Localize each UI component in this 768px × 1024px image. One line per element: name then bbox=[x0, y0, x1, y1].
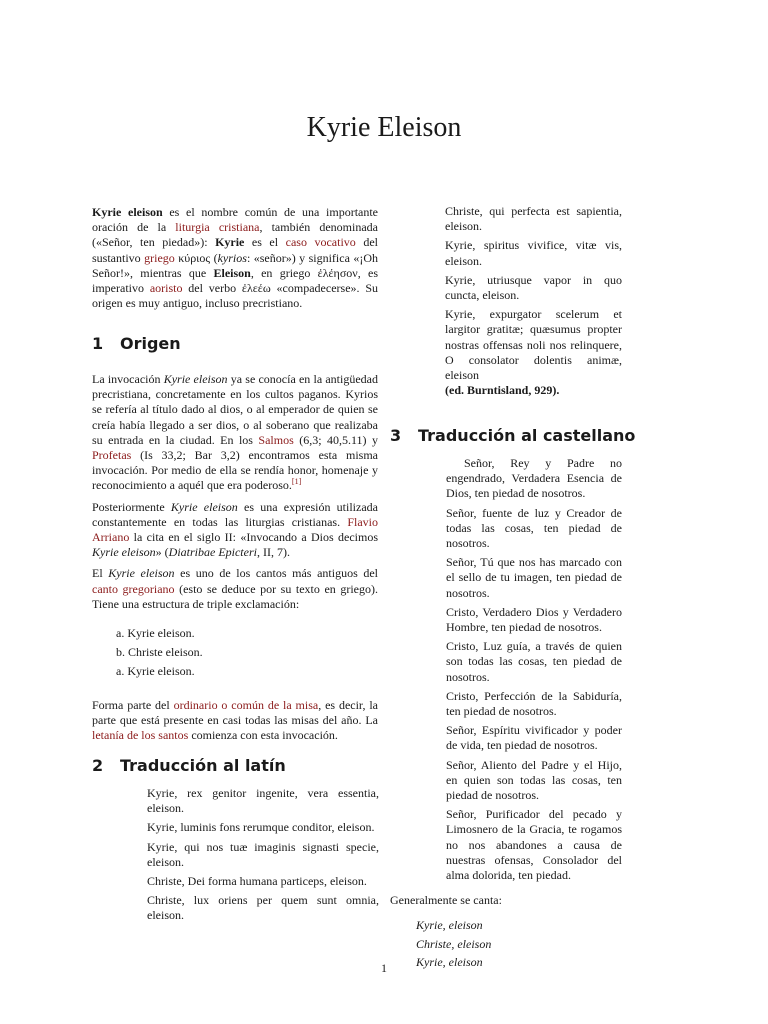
link-flavio-arriano[interactable]: Flavio Arriano bbox=[92, 514, 378, 545]
section-title: Traducción al castellano bbox=[418, 426, 636, 445]
link-canto-gregoriano[interactable]: canto gregoriano bbox=[92, 581, 175, 596]
page-title: Kyrie Eleison bbox=[306, 112, 462, 143]
text: , II, 7). bbox=[256, 545, 290, 560]
verse-line: Christe, qui perfecta est sapientia, eleison. bbox=[445, 204, 622, 234]
text: ya se conocía en la antigüedad precristiana, concretamente en los cultos paganos. Kyrios se refería al título dado al dios, o al emperador de quien se creía había llegado a ser dios, o al soberano que realizaba su entrada en la ciudad. En los bbox=[92, 372, 378, 447]
verse-line: Cristo, Luz guía, a través de quien son todas las cosas, ten piedad de nosotros. bbox=[446, 639, 622, 684]
text: es el nombre común de una importante oración de la bbox=[92, 205, 379, 235]
verse-line: Señor, fuente de luz y Creador de todas las cosas, ten piedad de nosotros. bbox=[446, 505, 622, 551]
verse-line: Cristo, Verdadero Dios y Verdadero Hombre, ten piedad de nosotros. bbox=[446, 604, 622, 635]
verse-line: Christe, lux oriens per quem sunt omnia, eleison. bbox=[147, 893, 379, 923]
verse-line: Señor, Espíritu vivificador y poder de vida, ten piedad de nosotros. bbox=[446, 723, 622, 753]
text: (Is 33,2; Bar 3,2) encontramos esta misma invocación. Por medio de ella se rendía honor, homenaje y reconocimiento a aquél que era poderoso. bbox=[92, 448, 378, 493]
section-heading-origen bbox=[92, 334, 181, 353]
text: : «señor») y significa «¡Oh Señor!», mientras que bbox=[92, 250, 379, 280]
term: Kyrie eleison bbox=[163, 372, 228, 386]
verse-line: Kyrie, luminis fons rerumque conditor, eleison. bbox=[147, 820, 375, 835]
link-letania-santos[interactable]: letanía de los santos bbox=[92, 728, 189, 743]
page-number: 1 bbox=[381, 961, 387, 975]
chant-line: Kyrie, eleison bbox=[416, 954, 483, 969]
list-item: a. Kyrie eleison. bbox=[116, 626, 195, 641]
text: (esto se deduce por su texto en griego). Tiene una estructura de triple exclamación: bbox=[92, 581, 378, 611]
link-profetas[interactable]: Profetas bbox=[92, 448, 132, 463]
paragraph bbox=[92, 372, 378, 494]
verse-line: Cristo, Perfección de la Sabiduría, ten piedad de nosotros. bbox=[446, 688, 622, 719]
verse-line: Kyrie, qui nos tuæ imaginis signasti specie, eleison. bbox=[147, 839, 379, 869]
text: , también denominada («Señor, ten piedad»): bbox=[92, 220, 378, 250]
castellano-verses bbox=[390, 456, 622, 970]
list-item: a. Kyrie eleison. bbox=[116, 664, 195, 679]
link-liturgia-cristiana[interactable]: liturgia cristiana bbox=[175, 220, 260, 235]
chant-line: Kyrie, eleison bbox=[416, 918, 483, 933]
verse-line: Kyrie, utriusque vapor in quo cuncta, eleison. bbox=[445, 272, 622, 303]
verse-line: Kyrie, expurgator scelerum et largitor gratitæ; quæsumus propter nostras offensas noli nos relinquere, O consolator dolentis animæ, eleison bbox=[445, 307, 622, 383]
text: κύριος ( bbox=[174, 250, 218, 265]
paragraph bbox=[92, 566, 378, 612]
link-salmos[interactable]: Salmos bbox=[258, 432, 294, 447]
text: » ( bbox=[155, 545, 169, 560]
text: (6,3; 40,5.11) y bbox=[293, 432, 378, 447]
latin-verses-right bbox=[390, 204, 622, 402]
text: del sustantivo bbox=[92, 235, 378, 265]
verse-source: (ed. Burntisland, 929). bbox=[445, 383, 560, 398]
term: Kyrie eleison bbox=[108, 566, 175, 581]
chant-line: Christe, eleison bbox=[416, 936, 492, 951]
section-heading-castellano bbox=[390, 426, 635, 445]
section-number: 1 bbox=[92, 334, 104, 353]
list-item: b. Christe eleison. bbox=[116, 645, 203, 660]
verse-line: Señor, Tú que nos has marcado con el sello de tu imagen, ten piedad de nosotros. bbox=[446, 555, 622, 600]
reference-link[interactable]: [1] bbox=[291, 477, 302, 487]
section-title: Origen bbox=[120, 334, 181, 353]
section-heading-latin bbox=[92, 756, 286, 775]
section-number: 3 bbox=[390, 426, 402, 445]
exclamation-list bbox=[92, 626, 378, 680]
verse-line: Señor, Purificador del pecado y Limosnero de la Gracia, te rogamos no nos abandones a causa de nuestras ofensas, Consolador del alma dolorida, ten piedad. bbox=[446, 807, 622, 883]
text: La invocación bbox=[92, 372, 164, 386]
text: es una expresión utilizada constantemente en todas las liturgias cristianas. bbox=[92, 499, 378, 529]
text: , en griego ἐλέησον, es imperativo bbox=[92, 265, 378, 296]
paragraph bbox=[92, 500, 378, 561]
section-number: 2 bbox=[92, 756, 104, 775]
text: El bbox=[92, 566, 109, 581]
link-aoristo[interactable]: aoristo bbox=[149, 281, 183, 296]
left-column bbox=[92, 205, 378, 317]
link-ordinario-misa[interactable]: ordinario o común de la misa bbox=[173, 697, 319, 712]
term: kyrios bbox=[217, 250, 247, 265]
section-origen-body bbox=[92, 372, 378, 749]
text: es el bbox=[244, 235, 286, 250]
section-title: Traducción al latín bbox=[120, 756, 286, 775]
term: Diatribae Epicteri bbox=[168, 545, 257, 560]
term: Kyrie eleison bbox=[92, 545, 156, 560]
term: Eleison bbox=[213, 265, 251, 280]
text: Forma parte del bbox=[92, 697, 174, 712]
intro-paragraph bbox=[92, 205, 378, 311]
verse-line: Señor, Rey y Padre no engendrado, Verdadera Esencia de Dios, ten piedad de nosotros. bbox=[446, 456, 622, 501]
latin-verses-left bbox=[92, 786, 379, 928]
term: Kyrie bbox=[215, 235, 245, 250]
verse-line: Kyrie, rex genitor ingenite, vera essentia, eleison. bbox=[147, 786, 379, 816]
verse-line: Christe, Dei forma humana particeps, eleison. bbox=[147, 874, 367, 889]
paragraph: Generalmente se canta: bbox=[390, 893, 502, 908]
text: del verbo ἐλεέω «compadecerse». Su origen es muy antiguo, incluso precristiano. bbox=[92, 281, 379, 311]
text: Posteriormente bbox=[92, 499, 171, 514]
text: comienza con esta invocación. bbox=[188, 728, 338, 743]
link-griego[interactable]: griego bbox=[144, 250, 175, 265]
term: Kyrie eleison bbox=[170, 499, 238, 514]
verse-line: Kyrie, spiritus vivifice, vitæ vis, eleison. bbox=[445, 238, 622, 268]
text: la cita en el siglo II: «Invocando a Dios decimos bbox=[129, 530, 378, 545]
paragraph bbox=[92, 698, 378, 744]
term: Kyrie eleison bbox=[92, 205, 163, 219]
text: , es decir, la parte que está presente en casi todas las misas del año. La bbox=[92, 697, 378, 727]
verse-line: Señor, Aliento del Padre y el Hijo, en quien son todas las cosas, ten piedad de nosotros. bbox=[446, 757, 622, 803]
text: es uno de los cantos más antiguos del bbox=[174, 566, 379, 581]
link-caso-vocativo[interactable]: caso vocativo bbox=[285, 235, 356, 250]
